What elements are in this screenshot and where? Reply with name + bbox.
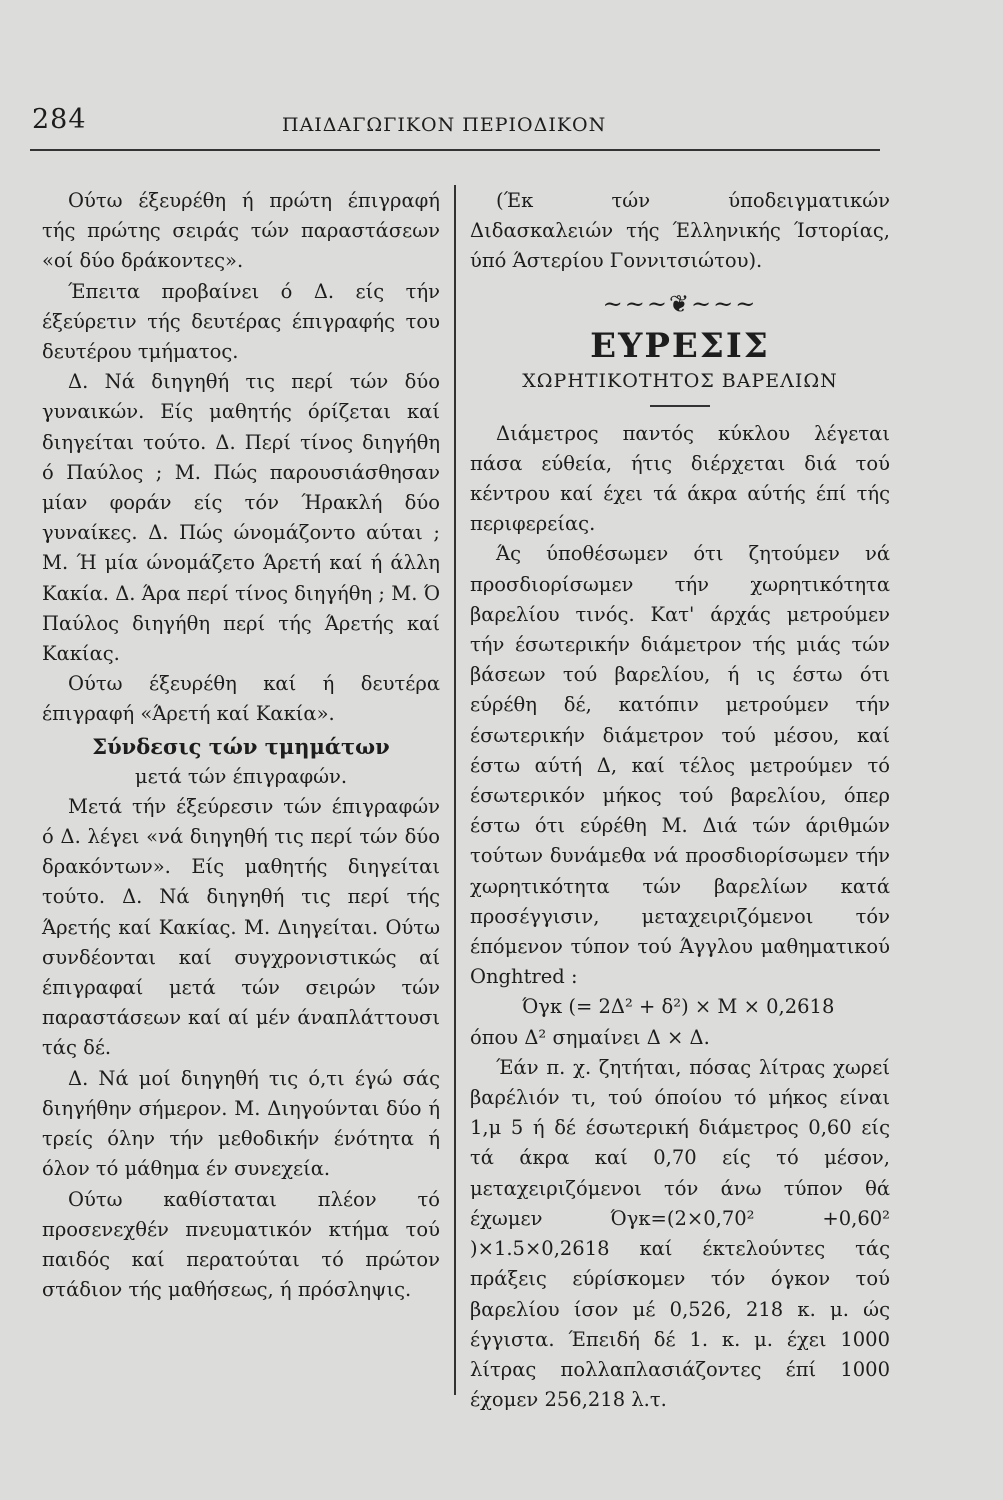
paragraph: Μετά τήν έξεύρεσιν τών έπιγραφών ό Δ. λέγει «νά διηγηθή τις περί τών δύο δρακόντων». Είς μαθητής διηγείται τούτο. Δ. Νά διηγηθή τις περί τής Άρετής καί Κακίας. Μ. Διηγείται. Ούτω συνδέονται καί συγχρονιστικώς αί έπιγραφαί μετά τών σειρών τών παραστάσεων καί αί μέν άναπλάττουσι τάς δέ. xyxy=(42,794,440,1060)
running-title: ΠΑΙΔΑΓΩΓΙΚΟΝ ΠΕΡΙΟΔΙΚΟΝ xyxy=(282,114,607,136)
formula-note: όπου Δ² σημαίνει Δ × Δ. xyxy=(470,1025,710,1049)
paragraph: Έάν π. χ. ζητήται, πόσας λίτρας χωρεί βαρέλιόν τι, τού όποίου τό μήκος είναι 1,μ 5 ή δέ έσωτερική διάμετρος 0,60 είς τά άκρα καί 0,70 είς τό μέσον, μεταχειριζόμενοι τόν άνω τύπον θά έχωμεν Όγκ=(2×0,70² +0,60² )×1.5×0,2618 καί έκτελούντες τάς πράξεις εύρίσκομεν τόν όγκον τού βαρελίου ίσον μέ 0,526, 218 κ. μ. ώς έγγιστα. Έπειδή δέ 1. κ. μ. έχει 1000 λίτρας πολλαπλασιάζοντες έπί 1000 έχομεν 256,218 λ.τ. xyxy=(470,1055,890,1412)
section-heading: Σύνδεσις τών τμημάτων xyxy=(92,733,390,759)
column-divider xyxy=(454,185,456,1395)
page-number: 284 xyxy=(32,104,87,135)
header-rule xyxy=(30,149,880,151)
formula: Όγκ (= 2Δ² + δ²) × Μ × 0,2618 xyxy=(522,995,835,1019)
right-column xyxy=(470,186,890,1415)
paragraph: Δ. Νά μοί διηγηθή τις ό,τι έγώ σάς διηγήθην σήμερον. Μ. Διηγούνται δύο ή τρείς όλην τήν μεθοδικήν ένότητα ή όλον τό μάθημα έν συνεχεία. xyxy=(42,1066,440,1181)
left-column xyxy=(42,186,440,1305)
article-subtitle: ΧΩΡΗΤΙΚΟΤΗΤΟΣ ΒΑΡΕΛΙΩΝ xyxy=(522,369,838,392)
paragraph: Άς ύποθέσωμεν ότι ζητούμεν νά προσδιορίσωμεν τήν χωρητικότητα βαρελίου τινός. Κατ' άρχάς μετρούμεν τήν έσωτερικήν διάμετρον τής μιάς τών βάσεων τού βαρελίου, ή ις έστω ότι εύρέθη δέ, κατόπιν μετρούμεν τήν έσωτερικήν διάμετρον τού μέσου, καί έστω αύτή Δ, καί τέλος μετρούμεν τό έσωτερικόν μήκος τού βαρελίου, όπερ έστω ότι εύρέθη Μ. Διά τών άριθμών τούτων δυνάμεθα νά προσδιορίσωμεν τήν χωρητικότητα τών βαρελίων κατά προσέγγισιν, μεταχειριζόμενοι τόν έπόμενον τύπον τού Άγγλου μαθηματικού Onghtred : xyxy=(470,542,890,989)
paragraph: Διάμετρος παντός κύκλου λέγεται πάσα εύθεία, ήτις διέρχεται διά τού κέντρου καί έχει τά άκρα αύτής έπί τής περιφερείας. xyxy=(470,421,890,536)
section-subheading: μετά τών έπιγραφών. xyxy=(134,764,348,788)
paragraph: Ούτω καθίσταται πλέον τό προσενεχθέν πνευματικόν κτήμα τού παιδός καί περατούται τό πρώτον στάδιον τής μαθήσεως, ή πρόσληψις. xyxy=(42,1187,440,1302)
paragraph: Δ. Νά διηγηθή τις περί τών δύο γυναικών. Είς μαθητής όρίζεται καί διηγείται τούτο. Δ. Περί τίνος διηγήθη ό Παύλος ; Μ. Πώς παρουσιάσθησαν μίαν φοράν είς τόν Ήρακλή δύο γυναίκες. Δ. Πώς ώνομάζοντο αύται ; Μ. Ή μία ώνομάζετο Άρετή καί ή άλλη Κακία. Δ. Άρα περί τίνος διηγήθη ; Μ. Ό Παύλος διηγήθη περί τής Άρετής καί Κακίας. xyxy=(42,370,440,666)
paragraph: Έπειτα προβαίνει ό Δ. είς τήν έξεύρετιν τής δευτέρας έπιγραφής του δευτέρου τμήματος. xyxy=(42,279,440,364)
paragraph: Ούτω έξευρέθη ή πρώτη έπιγραφή τής πρώτης σειράς τών παραστάσεων «οί δύο δράκοντες». xyxy=(42,189,440,273)
article-title: ΕΥΡΕΣΙΣ xyxy=(590,325,770,366)
title-rule xyxy=(650,405,710,407)
source-note: (Έκ τών ύποδειγματικών Διδασκαλειών τής Έλληνικής Ίστορίας, ύπό Άστερίου Γοννιτσιώτου). xyxy=(470,189,890,273)
ornament-divider: ~~~❦~~~ xyxy=(602,289,758,318)
paragraph: Ούτω έξευρέθη καί ή δευτέρα έπιγραφή «Άρετή καί Κακία». xyxy=(42,672,440,726)
